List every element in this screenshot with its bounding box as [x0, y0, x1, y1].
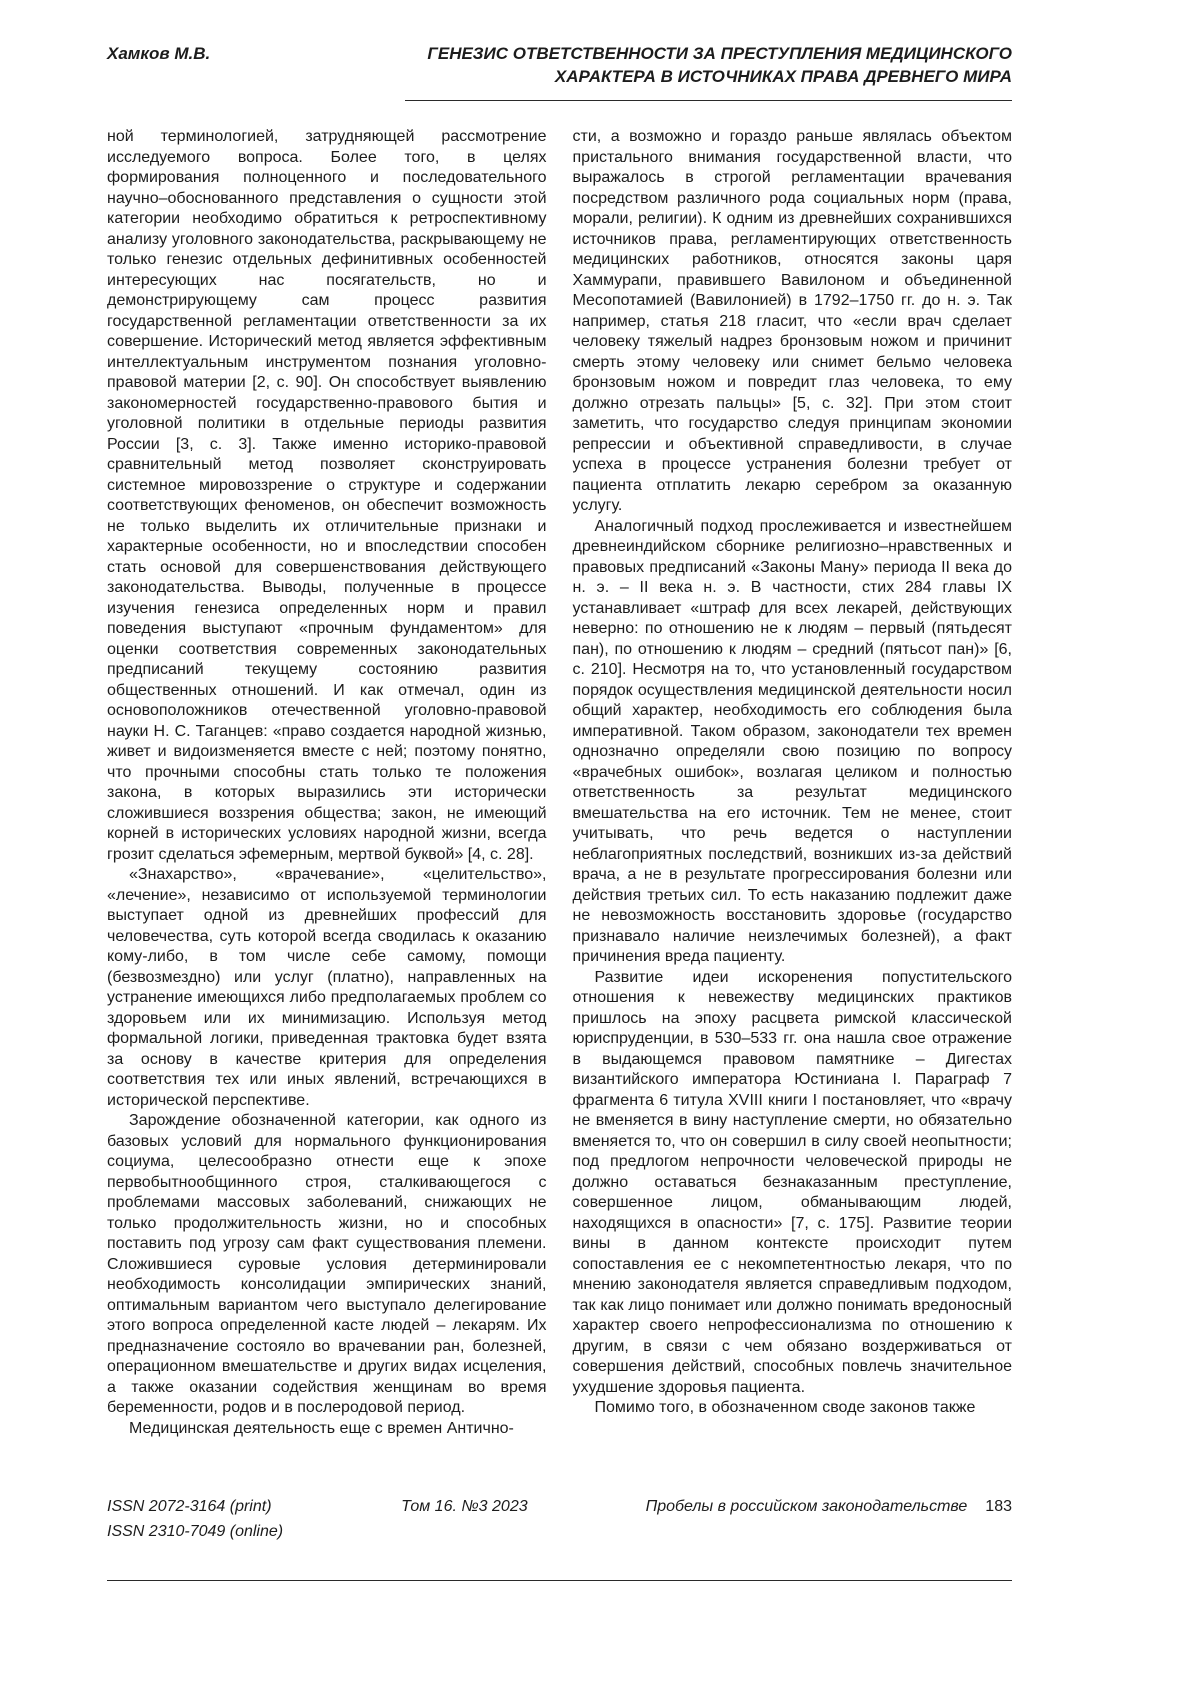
- issn-online: ISSN 2310-7049 (online): [107, 1523, 284, 1540]
- paragraph: Развитие идеи искоренения попустительского отношения к невежеству медицинских практиков пришлось на эпоху расцвета римской классической юриспруденции, в 530–533 гг. она нашла свое отражение в выдающемся правовом памятнике – Дигестах византийского императора Юстиниана I. Параграф 7 фрагмента 6 титула XVIII книги I постановляет, что «врачу не вменяется в вину наступление смерти, но обязательно вменяется то, что он совершил в силу своей неопытности; под предлогом непрочности человеческой природы не должно оставаться безнаказанным преступление, совершенное лицом, обманывающим людей, находящихся в опасности» [7, с. 175]. Развитие теории вины в данном контексте происходит путем сопоставления ее с некомпетентностью лекаря, что по мнению законодателя является справедливым подходом, так как лицо понимает или должно понимать вредоносный характер своего непрофессионализма по отношению к другим, в связи с чем обязано воздерживаться от совершения действий, способных повлечь значительное ухудшение здоровья пациента.: [572, 968, 1012, 1396]
- paragraph: «Знахарство», «врачевание», «целительство», «лечение», независимо от используемой терминологии выступает одной из древнейших профессий для человечества, суть которой всегда сводилась к оказанию кому-либо, в том числе себе самому, помощи (безвозмездно) или услуг (платно), направленных на устранение имеющихся либо предполагаемых проблем со здоровьем или их минимизацию. Используя метод формальной логики, приведенная трактовка будет взята за основу в качестве критерия для определения соответствия тех или иных явлений, встречающихся в исторической перспективе.: [107, 866, 547, 1109]
- journal-name: Пробелы в российском законодательстве: [645, 1498, 968, 1515]
- paragraph: Аналогичный подход прослеживается и известнейшем древнеиндийском сборнике религиозно–нравственных и правовых предписаний «Законы Ману» периода II века до н. э. – II века н. э. В частности, стих 284 главы IX устанавливает «штраф для всех лекарей, действующих неверно: по отношению не к людям – первый (пятьдесят пан), по отношению к людям – средний (пятьсот пан)» [6, с. 210]. Несмотря на то, что установленный государством порядок осуществления медицинской деятельности носил общий характер, необходимость его соблюдения была императивной. Таком образом, законодатели тех времен однозначно определяли свою позицию по вопросу «врачебных ошибок», возлагая целиком и полностью ответственность за результат медицинского вмешательства на его источник. Тем не менее, стоит учитывать, что речь ведется о наступлении неблагоприятных последствий, возникших из-за действий врача, а не в результате прогрессирования болезни или действия третьих сил. То есть наказанию подлежит даже не невозможность восстановить здоровье (государство признавало наличие неизлечимых болезней), а факт причинения вреда пациенту.: [572, 517, 1012, 965]
- paragraph: ной терминологией, затрудняющей рассмотрение исследуемого вопроса. Более того, в целях формирования полноценного и последовательного научно–обоснованного представления о сущности этой категории необходимо обратиться к ретроспективному анализу уголовного законодательства, раскрывающему не только генезис отдельных дефинитивных особенностей интересующих нас посягательств, но и демонстрирующему сам процесс развития государственной регламентации ответственности за их совершение. Исторический метод является эффективным интеллектуальным инструментом познания уголовно-правовой материи [2, с. 90]. Он способствует выявлению закономерностей государственно-правового бытия и уголовной политики в отдельные периоды развития России [3, с. 3]. Также именно историко-правовой сравнительный метод позволяет сконструировать системное мировоззрение о структуре и содержании соответствующих феноменов, он обеспечит возможность не только выделить их отличительные признаки и характерные особенности, но и впоследствии способен стать основой для совершенствования действующего законодательства. Выводы, полученные в процессе изучения генезиса определенных норм и правил поведения выступают «прочным фундаментом» для оценки соответствия современных законодательных предписаний текущему состоянию развития общественных отношений. И как отмечал, один из основоположников отечественной уголовно-правовой науки Н. С. Таганцев: «право создается народной жизнью, живет и видоизменяется вместе с ней; поэтому понятно, что прочными способны стать только те положения закона, в которых выразились эти исторически сложившиеся воззрения общества; закон, не имеющий корней в исторических условиях народной жизни, всегда грозит сделаться эфемерным, мертвой буквой» [4, с. 28].: [107, 128, 547, 863]
- paragraph: Помимо того, в обозначенном своде законов также: [594, 1399, 976, 1416]
- journal-block: [646, 1494, 1012, 1519]
- page-number: 183: [985, 1498, 1012, 1515]
- issn-print: ISSN 2072-3164 (print): [107, 1498, 272, 1515]
- footer-divider: [107, 1580, 1012, 1581]
- paper-title-line-2: ХАРАКТЕРА В ИСТОЧНИКАХ ПРАВА ДРЕВНЕГО МИРА: [554, 67, 1012, 86]
- page-header: [107, 0, 1012, 88]
- author-name: Хамков М.В.: [107, 44, 211, 63]
- header-divider: [405, 100, 1012, 101]
- issn-block: [107, 1494, 283, 1544]
- volume-info: Том 16. №3 2023: [401, 1498, 528, 1515]
- page-content: [107, 0, 1012, 1439]
- article-body: [107, 127, 1012, 1439]
- right-column: [573, 127, 1013, 1439]
- paragraph: сти, а возможно и гораздо раньше являлась объектом пристального внимания государственной власти, что выражалось в строгой регламентации врачевания посредством различного рода социальных норм (права, морали, религии). К одним из древнейших сохранившихся источников права, регламентирующих ответственность медицинских работников, относятся законы царя Хаммурапи, правившего Вавилоном и объединенной Месопотамией (Вавилонией) в 1792–1750 гг. до н. э. Так например, статья 218 гласит, что «если врач сделает человеку тяжелый надрез бронзовым ножом и причинит смерть этому человеку или снимет бельмо человека бронзовым ножом и повредит глаз человека, то ему должно отрезать пальцы» [5, с. 32]. При этом стоит заметить, что государство следуя принципам экономии репрессии и объективной справедливости, в случае успеха в процессе устранения болезни требует от пациента отплатить лекарю серебром за оказанную услугу.: [572, 128, 1012, 514]
- footer-row: [107, 1494, 1012, 1544]
- page-footer: [107, 1494, 1012, 1544]
- left-column: [107, 127, 547, 1439]
- paper-title-line-1: ГЕНЕЗИС ОТВЕТСТВЕННОСТИ ЗА ПРЕСТУПЛЕНИЯ МЕДИЦИНСКОГО: [427, 44, 1012, 63]
- paragraph: Медицинская деятельность еще с времен Антично-: [129, 1419, 514, 1437]
- paper-title: [427, 42, 1012, 88]
- paragraph: Зарождение обозначенной категории, как одного из базовых условий для нормального функционирования социума, целесообразно отнести еще к эпохе первобытнообщинного строя, сталкивающегося с проблемами массовых заболеваний, снижающих не только продолжительность жизни, но и способных поставить под угрозу сам факт существования племени. Сложившиеся суровые условия детерминировали необходимость консолидации эмпирических знаний, оптимальным вариантом чего выступало делегирование этого вопроса определенной касте людей – лекарям. Их предназначение состояло во врачевании ран, болезней, операционном вмешательстве и других видах исцеления, а также оказании содействия женщинам во время беременности, родов и в послеродовой период.: [107, 1112, 547, 1416]
